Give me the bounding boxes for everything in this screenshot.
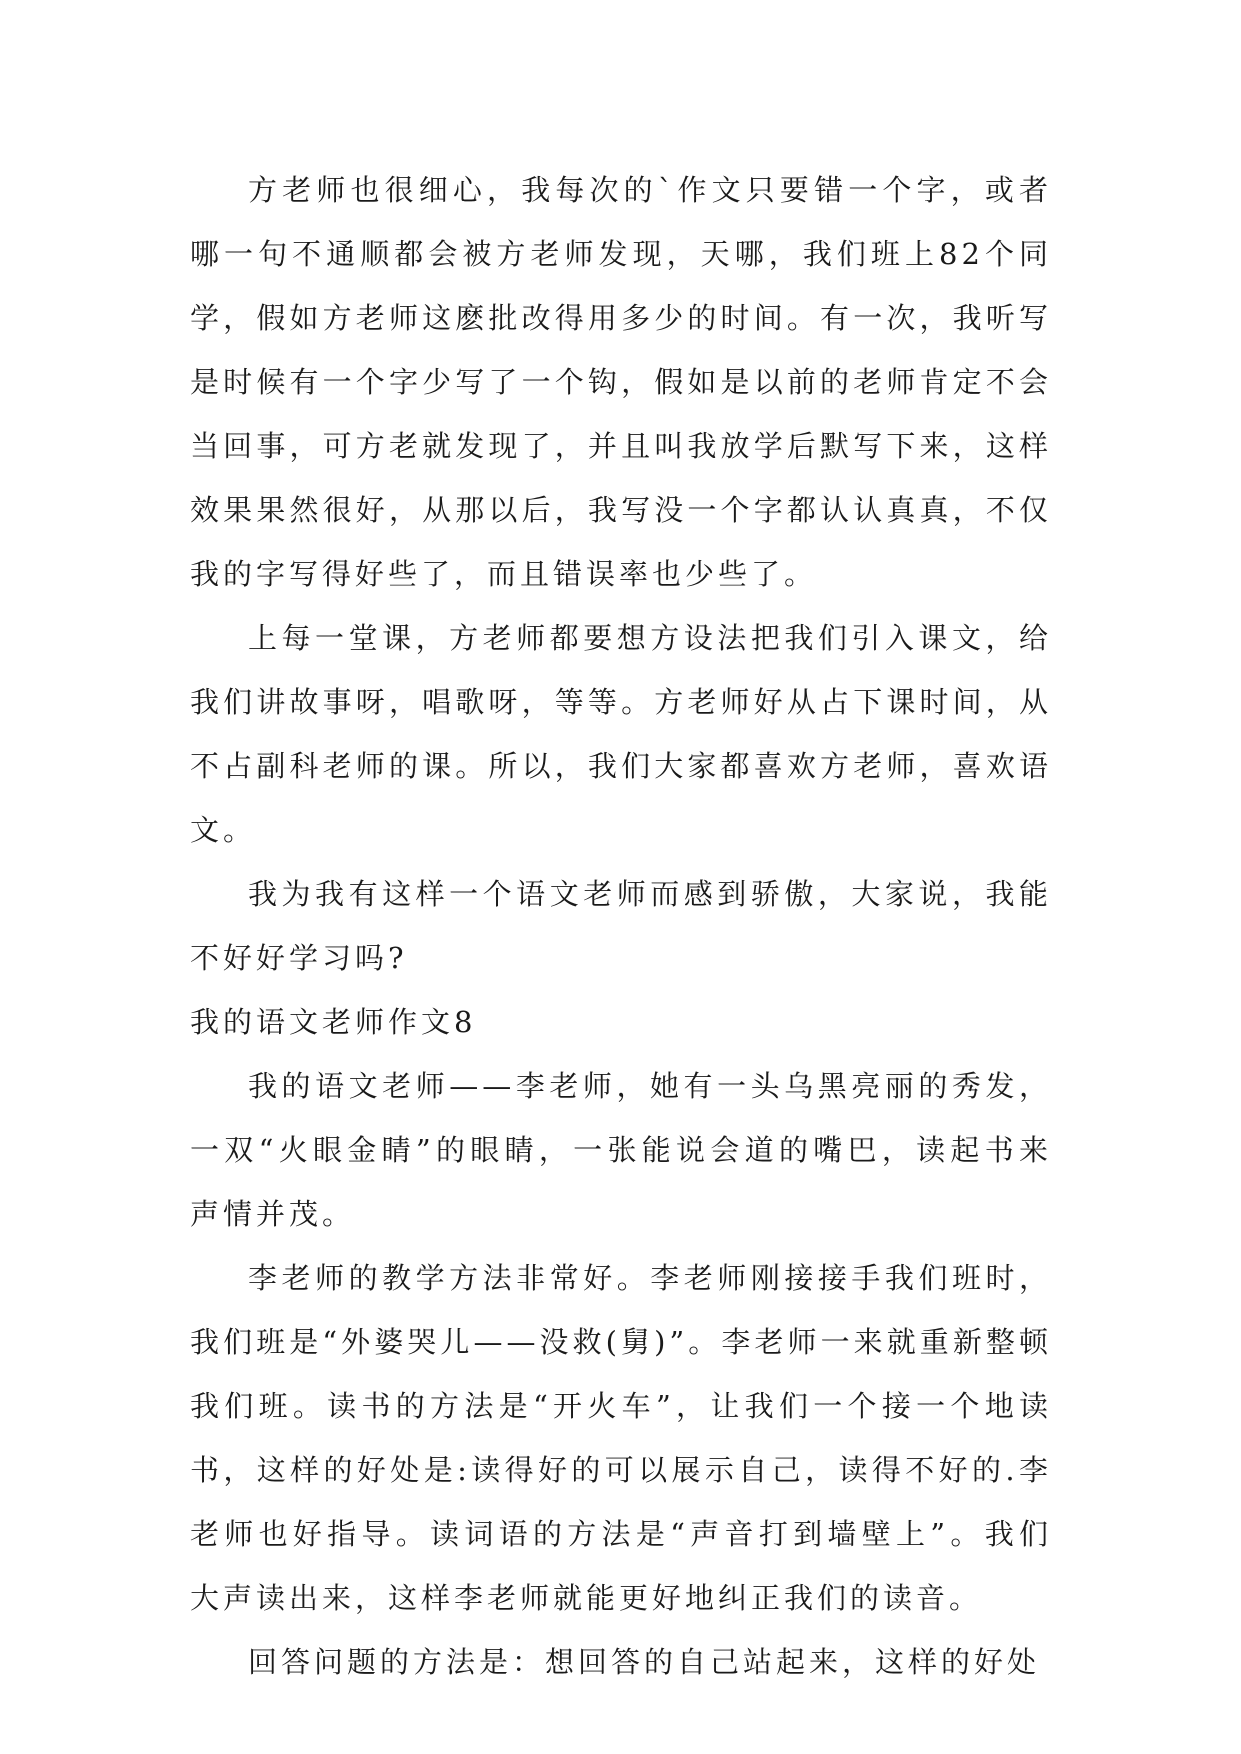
paragraph-li-teacher-method: 李老师的教学方法非常好。李老师刚接接手我们班时，我们班是“外婆哭儿——没救(舅)”。李老师一来就重新整顿我们班。读书的方法是“开火车”，让我们一个接一个地读书，这样的好处是:读得好的可以展示自己，读得不好的.李老师也好指导。读词语的方法是“声音打到墙壁上”。我们大声读出来，这样李老师就能更好地纠正我们的读音。 <box>190 1261 1052 1615</box>
paragraph-answer-method: 回答问题的方法是：想回答的自己站起来，这样的好处 <box>248 1645 1041 1679</box>
document-body <box>190 158 1052 1694</box>
paragraph-li-teacher-intro: 我的语文老师——李老师，她有一头乌黑亮丽的秀发，一双“火眼金睛”的眼睛，一张能说会道的嘴巴，读起书来声情并茂。 <box>190 1069 1052 1231</box>
paragraph-proud: 我为我有这样一个语文老师而感到骄傲，大家说，我能不好好学习吗? <box>190 877 1052 975</box>
paragraph-fang-teacher-class: 上每一堂课，方老师都要想方设法把我们引入课文，给我们讲故事呀，唱歌呀，等等。方老师好从占下课时间，从不占副科老师的课。所以，我们大家都喜欢方老师，喜欢语文。 <box>190 621 1052 847</box>
section-heading: 我的语文老师作文8 <box>190 1005 477 1039</box>
paragraph-fang-teacher-careful: 方老师也很细心，我每次的`作文只要错一个字，或者哪一句不通顺都会被方老师发现，天哪，我们班上82个同学，假如方老师这麽批改得用多少的时间。有一次，我听写是时候有一个字少写了一个钩，假如是以前的老师肯定不会当回事，可方老就发现了，并且叫我放学后默写下来，这样效果果然很好，从那以后，我写没一个字都认认真真，不仅我的字写得好些了，而且错误率也少些了。 <box>190 173 1052 591</box>
